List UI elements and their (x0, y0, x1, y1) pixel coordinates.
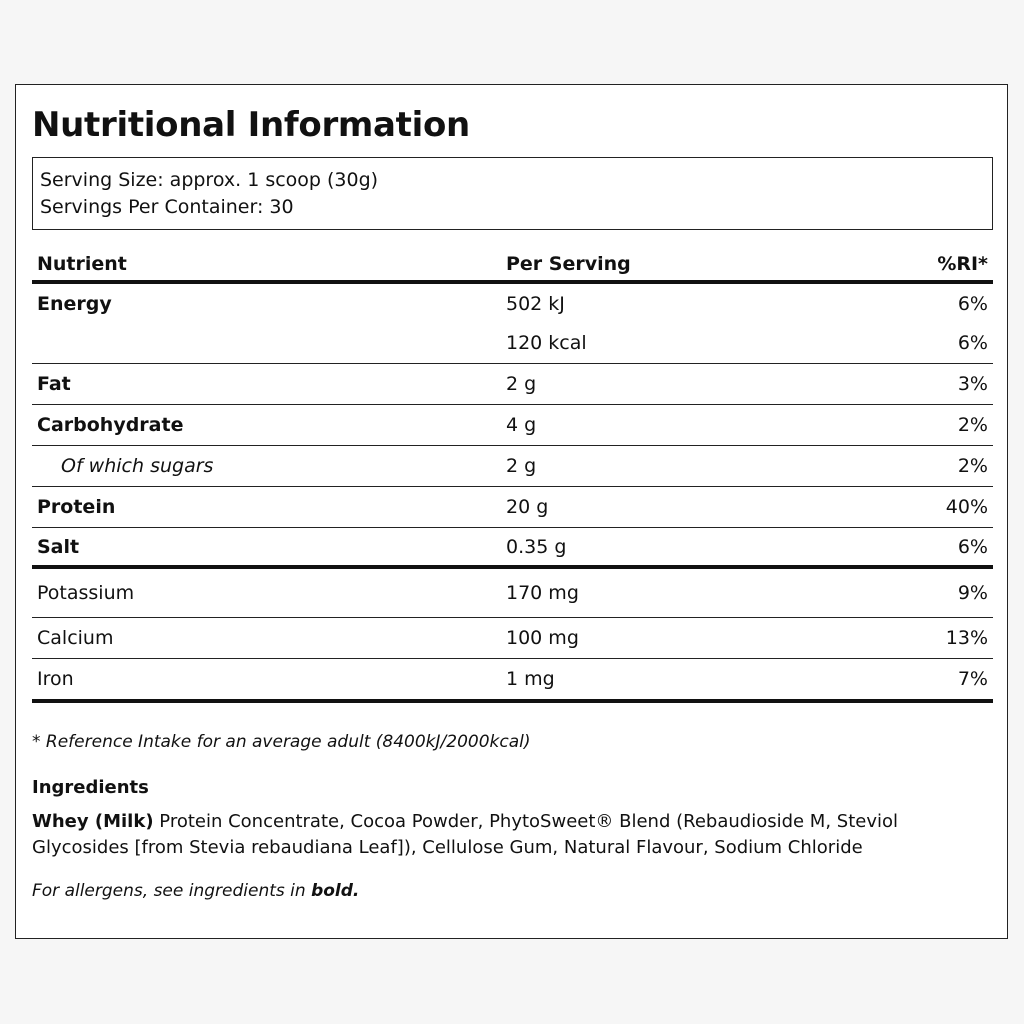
per-serving-value: 502 kJ (506, 292, 565, 315)
ri-value: 6% (957, 292, 988, 315)
ri-value: 2% (957, 414, 988, 436)
nutrient-name: Protein (37, 496, 116, 518)
nutrient-name: Energy (37, 292, 112, 315)
per-serving-value: 120 kcal (506, 332, 587, 354)
table-row-fat (32, 364, 993, 405)
ingredients-heading: Ingredients (32, 777, 149, 798)
ri-value: 9% (957, 582, 988, 604)
allergen-note-text: For allergens, see ingredients in (32, 881, 312, 901)
table-row-energy-kj (32, 284, 993, 323)
nutrient-name: Salt (37, 535, 80, 558)
ingredients-list (32, 809, 992, 861)
nutrition-table (32, 247, 993, 703)
allergen-ingredient: Whey (Milk) (32, 811, 154, 832)
table-row-iron (32, 659, 993, 703)
serving-info-box (32, 157, 993, 230)
ri-value: 3% (957, 373, 988, 395)
per-serving-value: 20 g (506, 496, 549, 518)
table-row-energy-kcal (32, 323, 993, 364)
table-row-potassium (32, 569, 993, 618)
ri-value: 2% (957, 455, 988, 477)
ri-value: 6% (957, 332, 988, 354)
table-header-row (32, 247, 993, 284)
nutrient-name: Calcium (37, 627, 114, 649)
page-title: Nutritional Information (32, 105, 470, 145)
header-per-serving: Per Serving (506, 252, 631, 275)
per-serving-value: 4 g (506, 414, 537, 436)
allergen-note (32, 881, 359, 901)
serving-size: Serving Size: approx. 1 scoop (30g) (40, 169, 379, 191)
table-row-carbohydrate (32, 405, 993, 446)
ingredients-text: Protein Concentrate, Cocoa Powder, PhytoSweet® Blend (Rebaudioside M, Steviol Glycosides [from Stevia rebaudiana Leaf]), Cellulose Gum, Natural Flavour, Sodium Chloride (32, 811, 899, 858)
per-serving-value: 0.35 g (506, 535, 567, 558)
nutrient-name: Fat (37, 373, 71, 395)
servings-per-container: Servings Per Container: 30 (40, 196, 294, 218)
table-row-salt (32, 528, 993, 569)
nutrient-name: Of which sugars (61, 455, 214, 477)
per-serving-value: 100 mg (506, 627, 579, 649)
per-serving-value: 2 g (506, 373, 537, 395)
nutrient-name: Iron (37, 668, 74, 690)
ri-value: 6% (957, 535, 988, 558)
ri-value: 13% (945, 627, 988, 649)
per-serving-value: 1 mg (506, 668, 555, 690)
table-row-calcium (32, 618, 993, 659)
ri-value: 40% (945, 496, 988, 518)
nutrient-name: Potassium (37, 582, 135, 604)
nutrition-panel (15, 84, 1008, 939)
header-ri: %RI* (937, 252, 988, 275)
nutrient-name: Carbohydrate (37, 414, 184, 436)
per-serving-value: 2 g (506, 455, 537, 477)
ri-value: 7% (957, 668, 988, 690)
reference-intake-footnote: * Reference Intake for an average adult (8400kJ/2000kcal) (32, 732, 531, 752)
per-serving-value: 170 mg (506, 582, 579, 604)
allergen-note-bold: bold. (311, 881, 360, 901)
header-nutrient: Nutrient (37, 252, 127, 275)
table-row-sugars (32, 446, 993, 487)
table-row-protein (32, 487, 993, 528)
